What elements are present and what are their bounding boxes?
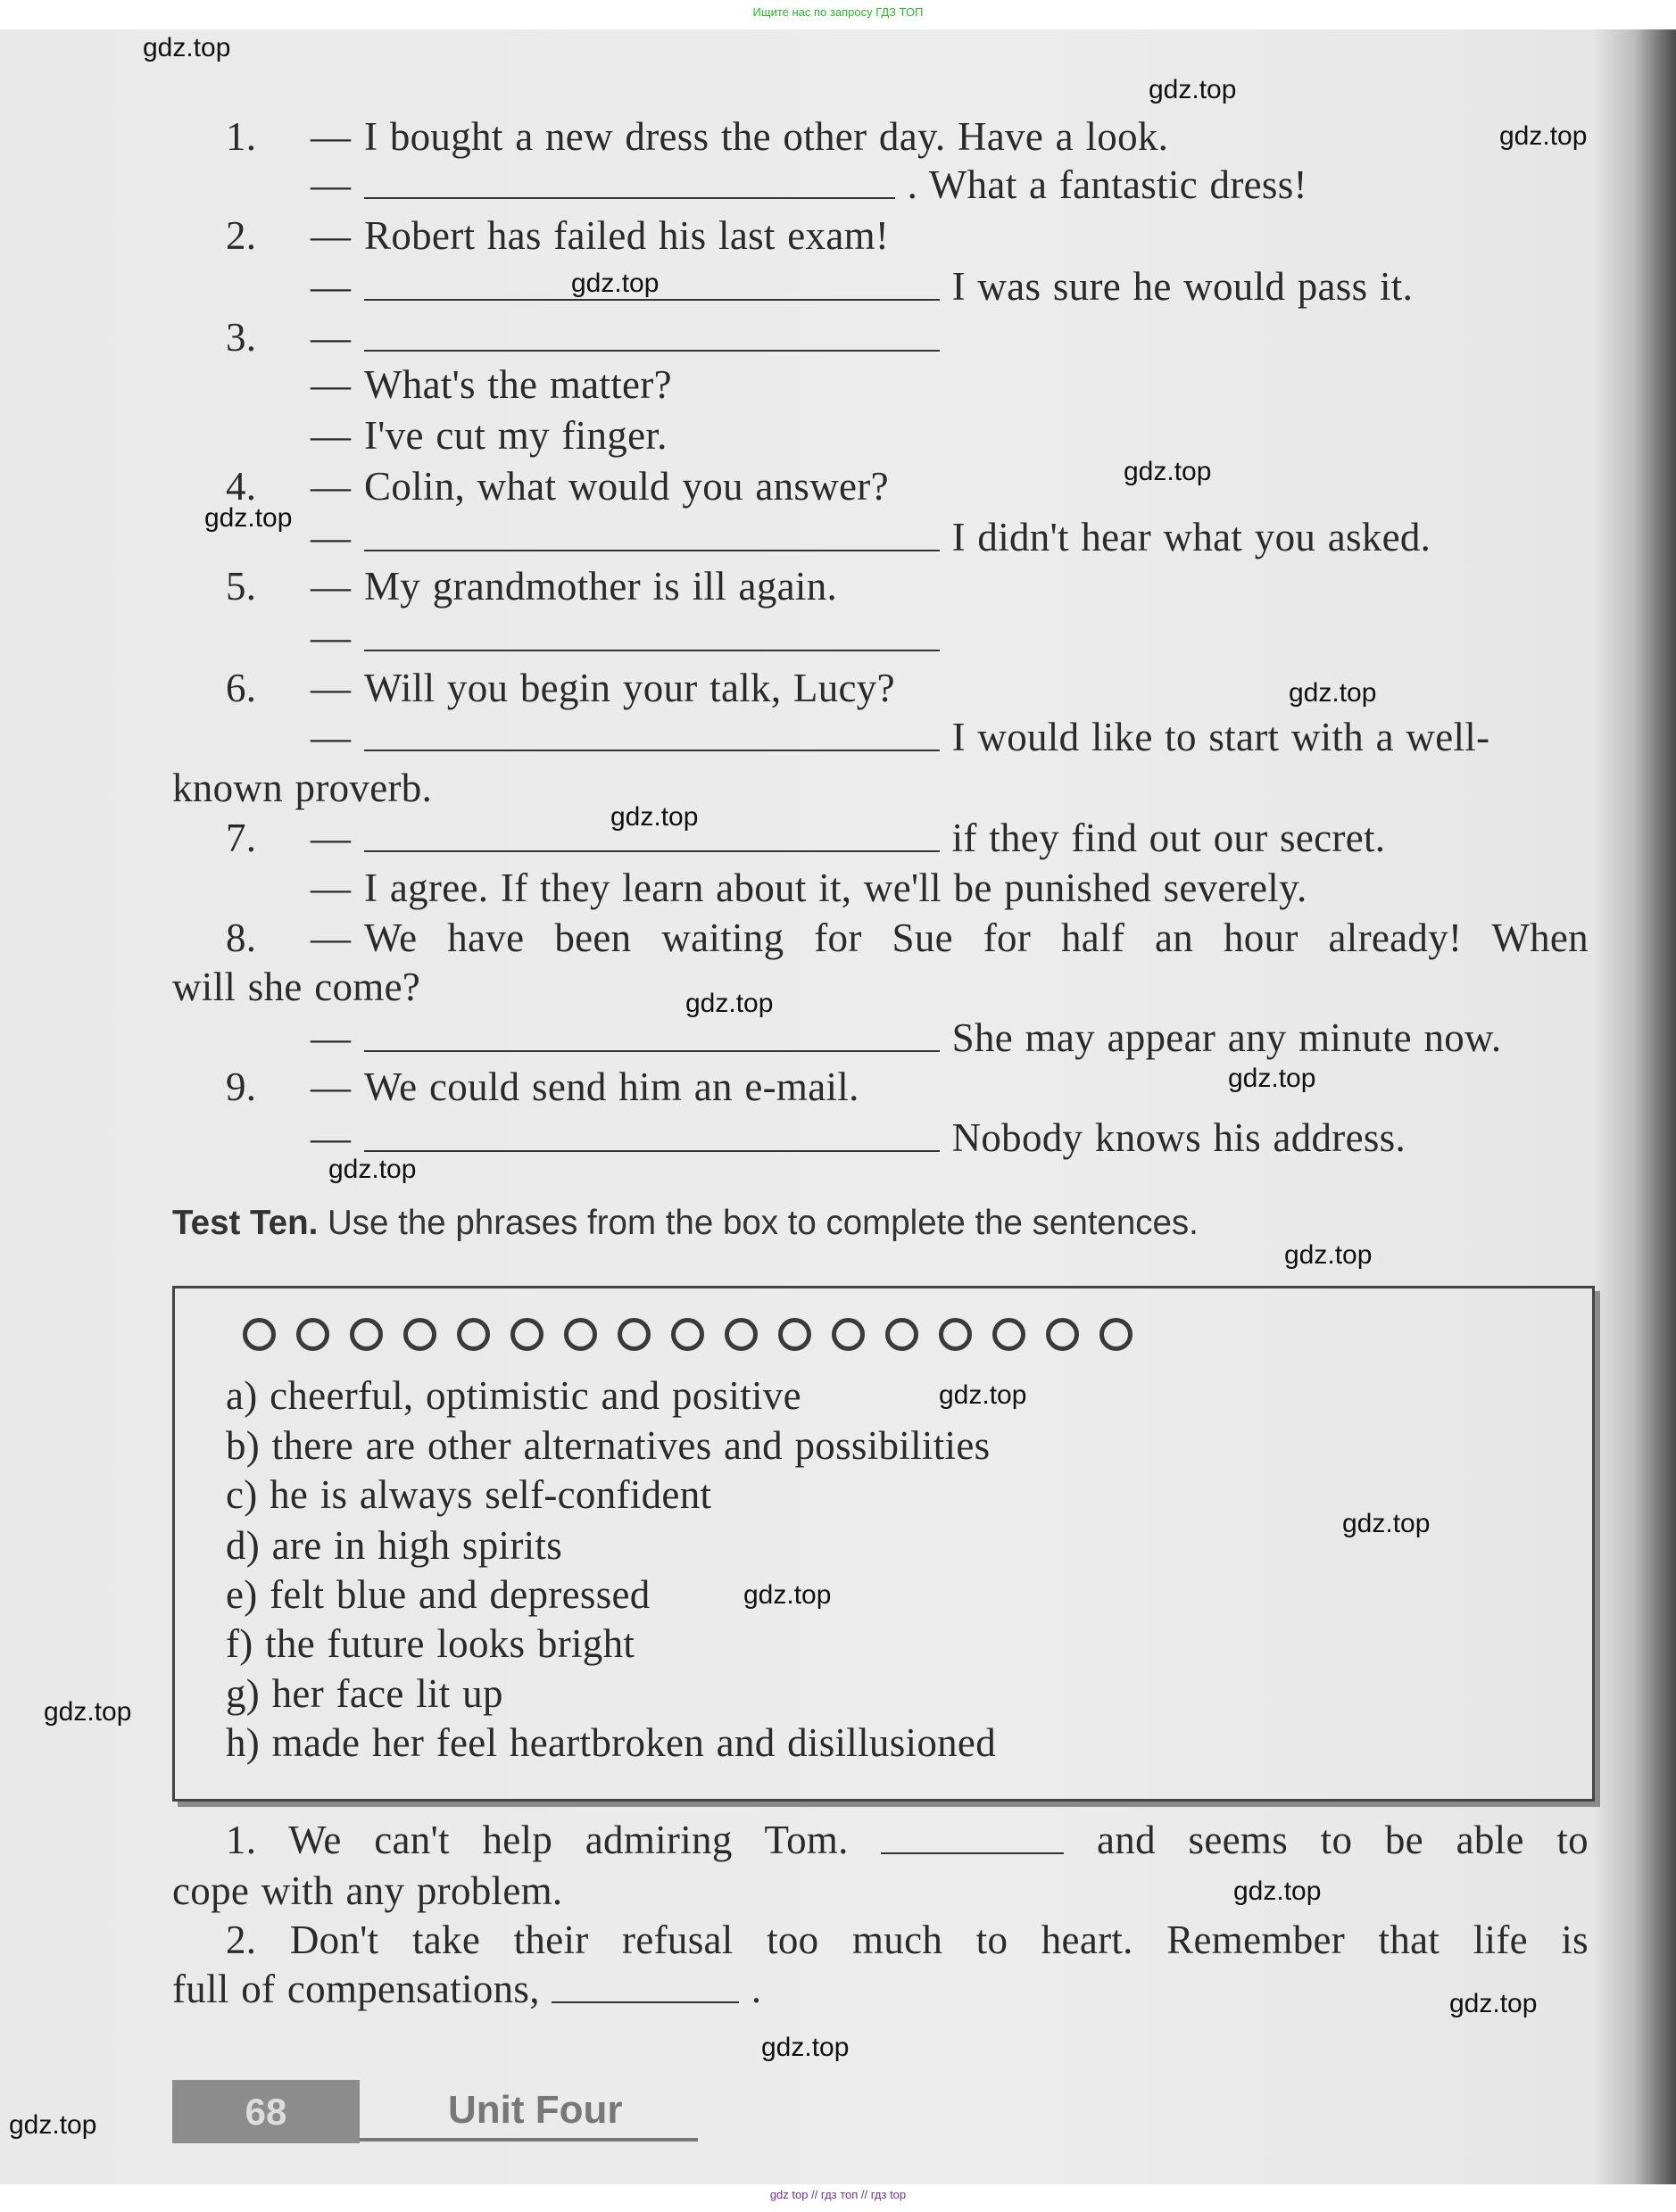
watermark: gdz.top <box>1289 678 1377 708</box>
dialogue-text: We could send him an e-mail. <box>364 1065 859 1109</box>
answer-blank[interactable] <box>364 158 895 199</box>
sentence-1-line-2: cope with any problem. <box>172 1868 563 1913</box>
dialogue-text: known proverb. <box>172 766 433 810</box>
watermark: gdz.top <box>1233 1876 1322 1906</box>
answer-blank[interactable] <box>364 311 940 352</box>
item-number: 6. <box>226 666 257 710</box>
circle-icon <box>296 1318 329 1351</box>
dash: — <box>311 564 352 609</box>
page-number: 68 <box>172 2080 360 2143</box>
dialogue-text: I would like to start with a well- <box>951 715 1490 759</box>
watermark: gdz.top <box>328 1155 417 1184</box>
watermark: gdz.top <box>939 1380 1027 1410</box>
phrase-f: f) the future looks bright <box>226 1621 635 1666</box>
sentence-1-line-1 <box>226 1813 1589 1867</box>
watermark: gdz.top <box>1228 1064 1316 1093</box>
dash: — <box>311 1115 352 1160</box>
circle-icon <box>618 1318 651 1351</box>
watermark: gdz.top <box>610 802 699 832</box>
watermark: gdz.top <box>1149 75 1237 104</box>
watermark: gdz.top <box>743 1580 832 1610</box>
circle-icon <box>992 1318 1025 1351</box>
answer-blank[interactable] <box>364 1011 940 1052</box>
decorative-circles <box>243 1318 1133 1351</box>
answer-blank[interactable] <box>552 1962 739 2003</box>
dash: — <box>311 615 352 659</box>
watermark: gdz.top <box>1499 121 1588 151</box>
answer-blank[interactable] <box>364 1111 940 1152</box>
circle-icon <box>1099 1318 1133 1351</box>
watermark: gdz.top <box>1124 457 1212 486</box>
item-number: 9. <box>226 1065 257 1109</box>
phrase-g: g) her face lit up <box>226 1671 503 1716</box>
dash: — <box>311 114 352 159</box>
answer-blank[interactable] <box>364 510 940 551</box>
phrase-d: d) are in high spirits <box>226 1523 563 1568</box>
sentence-text: . <box>751 1967 762 2011</box>
dash: — <box>311 715 352 759</box>
dialogue-text: Robert has failed his last exam! <box>364 213 890 258</box>
watermark: gdz.top <box>44 1697 132 1727</box>
item-number: 1. <box>226 114 257 159</box>
top-banner[interactable]: Ищите нас по запросу ГДЗ ТОП <box>752 5 924 19</box>
dash: — <box>311 816 352 860</box>
sentence-text: and seems to be able to <box>1097 1818 1589 1862</box>
dash: — <box>311 1015 352 1060</box>
dash: — <box>311 464 352 509</box>
item-number: 5. <box>226 564 257 609</box>
test-ten-heading <box>172 1201 1199 1246</box>
footer-underline <box>360 2138 698 2142</box>
dash: — <box>311 666 352 710</box>
dialogue-text: What's the matter? <box>364 362 672 407</box>
watermark: gdz.top <box>143 33 231 62</box>
sentence-text: 1. We can't help admiring Tom. <box>226 1818 849 1862</box>
dialogue-text: I bought a new dress the other day. Have a look. <box>364 114 1169 159</box>
circle-icon <box>671 1318 704 1351</box>
dash: — <box>311 315 352 360</box>
watermark: gdz.top <box>1342 1509 1431 1538</box>
circle-icon <box>885 1318 918 1351</box>
item-number: 2. <box>226 213 257 258</box>
dialogue-text: will she come? <box>172 965 421 1009</box>
answer-blank[interactable] <box>364 610 940 651</box>
dash: — <box>311 866 352 910</box>
circle-icon <box>564 1318 597 1351</box>
dialogue-text: if they find out our secret. <box>951 816 1386 860</box>
watermark: gdz.top <box>761 2033 850 2062</box>
sentence-2-line-1: 2. Don't take their refusal too much to heart. Remember that life is <box>226 1918 1589 1962</box>
phrase-e: e) felt blue and depressed <box>226 1572 651 1617</box>
circle-icon <box>510 1318 543 1351</box>
watermark: gdz.top <box>1449 1989 1538 2018</box>
test-instruction: Use the phrases from the box to complete the sentences. <box>318 1204 1199 1242</box>
dash: — <box>311 915 352 960</box>
dash: — <box>311 213 352 258</box>
dialogue-text: We have been waiting for Sue for half an hour already! When <box>364 915 1589 960</box>
dash: — <box>311 515 352 559</box>
dash: — <box>311 264 352 309</box>
dialogue-text: She may appear any minute now. <box>951 1015 1502 1060</box>
watermark: gdz.top <box>9 2110 97 2140</box>
bottom-banner[interactable]: gdz top // гдз топ // гдз top <box>769 2188 907 2201</box>
dialogue-text: Nobody knows his address. <box>951 1115 1406 1160</box>
circle-icon <box>1046 1318 1079 1351</box>
circle-icon <box>350 1318 383 1351</box>
dialogue-text: . What a fantastic dress! <box>907 162 1307 207</box>
circle-icon <box>725 1318 758 1351</box>
circle-icon <box>939 1318 972 1351</box>
circle-icon <box>778 1318 811 1351</box>
dialogue-text: My grandmother is ill again. <box>364 564 838 609</box>
watermark: gdz.top <box>685 989 774 1018</box>
sentence-2-line-2 <box>172 1962 761 2016</box>
phrase-a: a) cheerful, optimistic and positive <box>226 1373 801 1418</box>
dialogue-text: I agree. If they learn about it, we'll be punished severely. <box>364 866 1307 910</box>
item-number: 4. <box>226 464 257 509</box>
dash: — <box>311 162 352 207</box>
dash: — <box>311 413 352 458</box>
phrase-h: h) made her feel heartbroken and disillusioned <box>226 1720 997 1765</box>
item-number: 3. <box>226 315 257 360</box>
watermark: gdz.top <box>571 269 660 298</box>
phrase-b: b) there are other alternatives and possibilities <box>226 1423 991 1468</box>
circle-icon <box>403 1318 436 1351</box>
dialogue-text: Colin, what would you answer? <box>364 464 889 509</box>
sentence-text: full of compensations, <box>172 1967 540 2011</box>
unit-title: Unit Four <box>448 2088 623 2132</box>
circle-icon <box>457 1318 490 1351</box>
watermark: gdz.top <box>1284 1240 1373 1270</box>
dash: — <box>311 362 352 407</box>
circle-icon <box>832 1318 865 1351</box>
dialogue-text: I didn't hear what you asked. <box>951 515 1431 559</box>
item-number: 8. <box>226 915 257 960</box>
test-title: Test Ten. <box>172 1204 319 1242</box>
dash: — <box>311 1065 352 1109</box>
circle-icon <box>243 1318 276 1351</box>
answer-blank[interactable] <box>881 1813 1064 1854</box>
phrase-c: c) he is always self-confident <box>226 1472 712 1517</box>
dialogue-text: I've cut my finger. <box>364 413 668 458</box>
dialogue-text: Will you begin your talk, Lucy? <box>364 666 895 710</box>
answer-blank[interactable] <box>364 710 940 751</box>
watermark: gdz.top <box>204 503 293 533</box>
item-number: 7. <box>226 816 257 860</box>
dialogue-text: I was sure he would pass it. <box>951 264 1414 309</box>
